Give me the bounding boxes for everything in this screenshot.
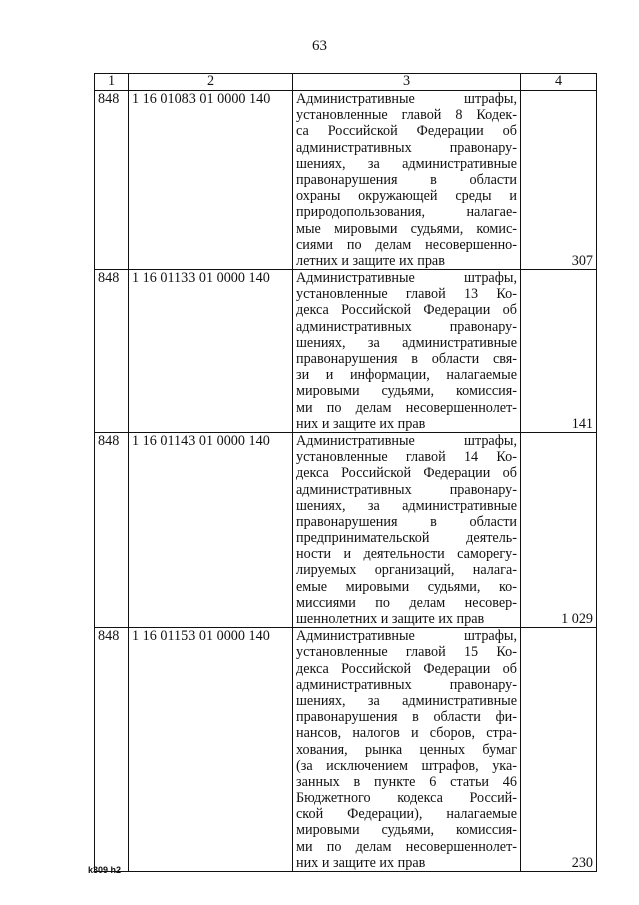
budget-revenue-table — [94, 73, 597, 872]
description-line: шениях, за административные — [296, 497, 517, 514]
table-header-row — [95, 74, 597, 91]
document-footer-code: k309 h2 — [88, 865, 122, 875]
description-line: ми по делам несовершеннолет- — [296, 399, 517, 416]
description-line: Бюджетного кодекса Россий- — [296, 790, 517, 807]
description-line: декса Российской Федерации об — [296, 302, 517, 319]
description-line: установленные главой 15 Ко- — [296, 644, 517, 661]
description-line: установленные главой 8 Кодек- — [296, 107, 517, 124]
description-line: административных правонару- — [296, 481, 517, 498]
table-row — [95, 628, 597, 872]
budget-classification-code-cell: 1 16 01133 01 0000 140 — [129, 270, 293, 433]
description-line: административных правонару- — [296, 139, 517, 156]
description-line: шеннолетних и защите их прав — [296, 611, 485, 627]
table-row — [95, 91, 597, 270]
description-line: Административные штрафы, — [296, 91, 517, 107]
description-line: правонарушения в области фи- — [296, 709, 517, 726]
revenue-description-cell — [293, 628, 521, 872]
description-line: правонарушения в области — [296, 513, 517, 530]
description-line: шениях, за административные — [296, 155, 517, 172]
description-line: правонарушения в области — [296, 171, 517, 188]
admin-code-cell: 848 — [95, 270, 129, 433]
description-line: шениях, за административные — [296, 334, 517, 351]
description-line: шениях, за административные — [296, 692, 517, 709]
description-line: хования, рынка ценных бумаг — [296, 741, 517, 758]
table-row — [95, 432, 597, 627]
description-line: природопользования, налагае- — [296, 204, 517, 221]
description-line: мые мировыми судьями, комис- — [296, 220, 517, 237]
description-line: Административные штрафы, — [296, 432, 517, 449]
description-line: предпринимательской деятель- — [296, 530, 517, 547]
description-line: са Российской Федерации об — [296, 123, 517, 140]
amount-cell: 1 029 — [521, 432, 597, 627]
description-line: установленные главой 14 Ко- — [296, 449, 517, 466]
description-line: правонарушения в области свя- — [296, 351, 517, 367]
description-line: сиями по делам несовершенно- — [296, 236, 517, 253]
description-line: Административные штрафы, — [296, 628, 517, 645]
description-line: зи и информации, налагаемые — [296, 367, 517, 384]
budget-classification-code-cell: 1 16 01143 01 0000 140 — [129, 432, 293, 627]
description-line: занных в пункте 6 статьи 46 — [296, 773, 517, 790]
description-line: (за исключением штрафов, ука- — [296, 757, 517, 774]
header-col-4: 4 — [521, 74, 597, 91]
description-line: миссиями по делам несовер- — [296, 594, 517, 611]
description-line: лируемых организаций, налага- — [296, 562, 517, 579]
description-line: Административные штрафы, — [296, 270, 517, 287]
revenue-description-cell — [293, 91, 521, 270]
admin-code-cell: 848 — [95, 91, 129, 270]
revenue-description-cell — [293, 432, 521, 627]
description-line: ми по делам несовершеннолет- — [296, 838, 517, 855]
description-line: декса Российской Федерации об — [296, 660, 517, 677]
header-col-2: 2 — [129, 74, 293, 91]
admin-code-cell: 848 — [95, 628, 129, 872]
description-line: охраны окружающей среды и — [296, 188, 517, 205]
description-line: них и защите их прав — [296, 854, 426, 871]
description-line: декса Российской Федерации об — [296, 465, 517, 482]
description-line: них и защите их прав — [296, 415, 426, 432]
header-col-3: 3 — [293, 74, 521, 91]
page-number: 63 — [312, 38, 327, 54]
header-col-1: 1 — [95, 74, 129, 91]
description-line: административных правонару- — [296, 318, 517, 335]
description-line: мировыми судьями, комиссия- — [296, 822, 517, 839]
admin-code-cell: 848 — [95, 432, 129, 627]
description-line: мировыми судьями, комиссия- — [296, 383, 517, 400]
description-line: емые мировыми судьями, ко- — [296, 578, 517, 595]
amount-cell: 307 — [521, 91, 597, 270]
description-line: летних и защите их прав — [296, 252, 445, 269]
table-row — [95, 270, 597, 433]
description-line: административных правонару- — [296, 676, 517, 693]
budget-classification-code-cell: 1 16 01153 01 0000 140 — [129, 628, 293, 872]
description-line: нансов, налогов и сборов, стра- — [296, 725, 517, 742]
description-line: ской Федерации), налагаемые — [296, 806, 517, 823]
amount-cell: 141 — [521, 270, 597, 433]
budget-classification-code-cell: 1 16 01083 01 0000 140 — [129, 91, 293, 270]
amount-cell: 230 — [521, 628, 597, 872]
description-line: установленные главой 13 Ко- — [296, 286, 517, 303]
revenue-description-cell — [293, 270, 521, 433]
description-line: ности и деятельности саморегу- — [296, 546, 517, 563]
